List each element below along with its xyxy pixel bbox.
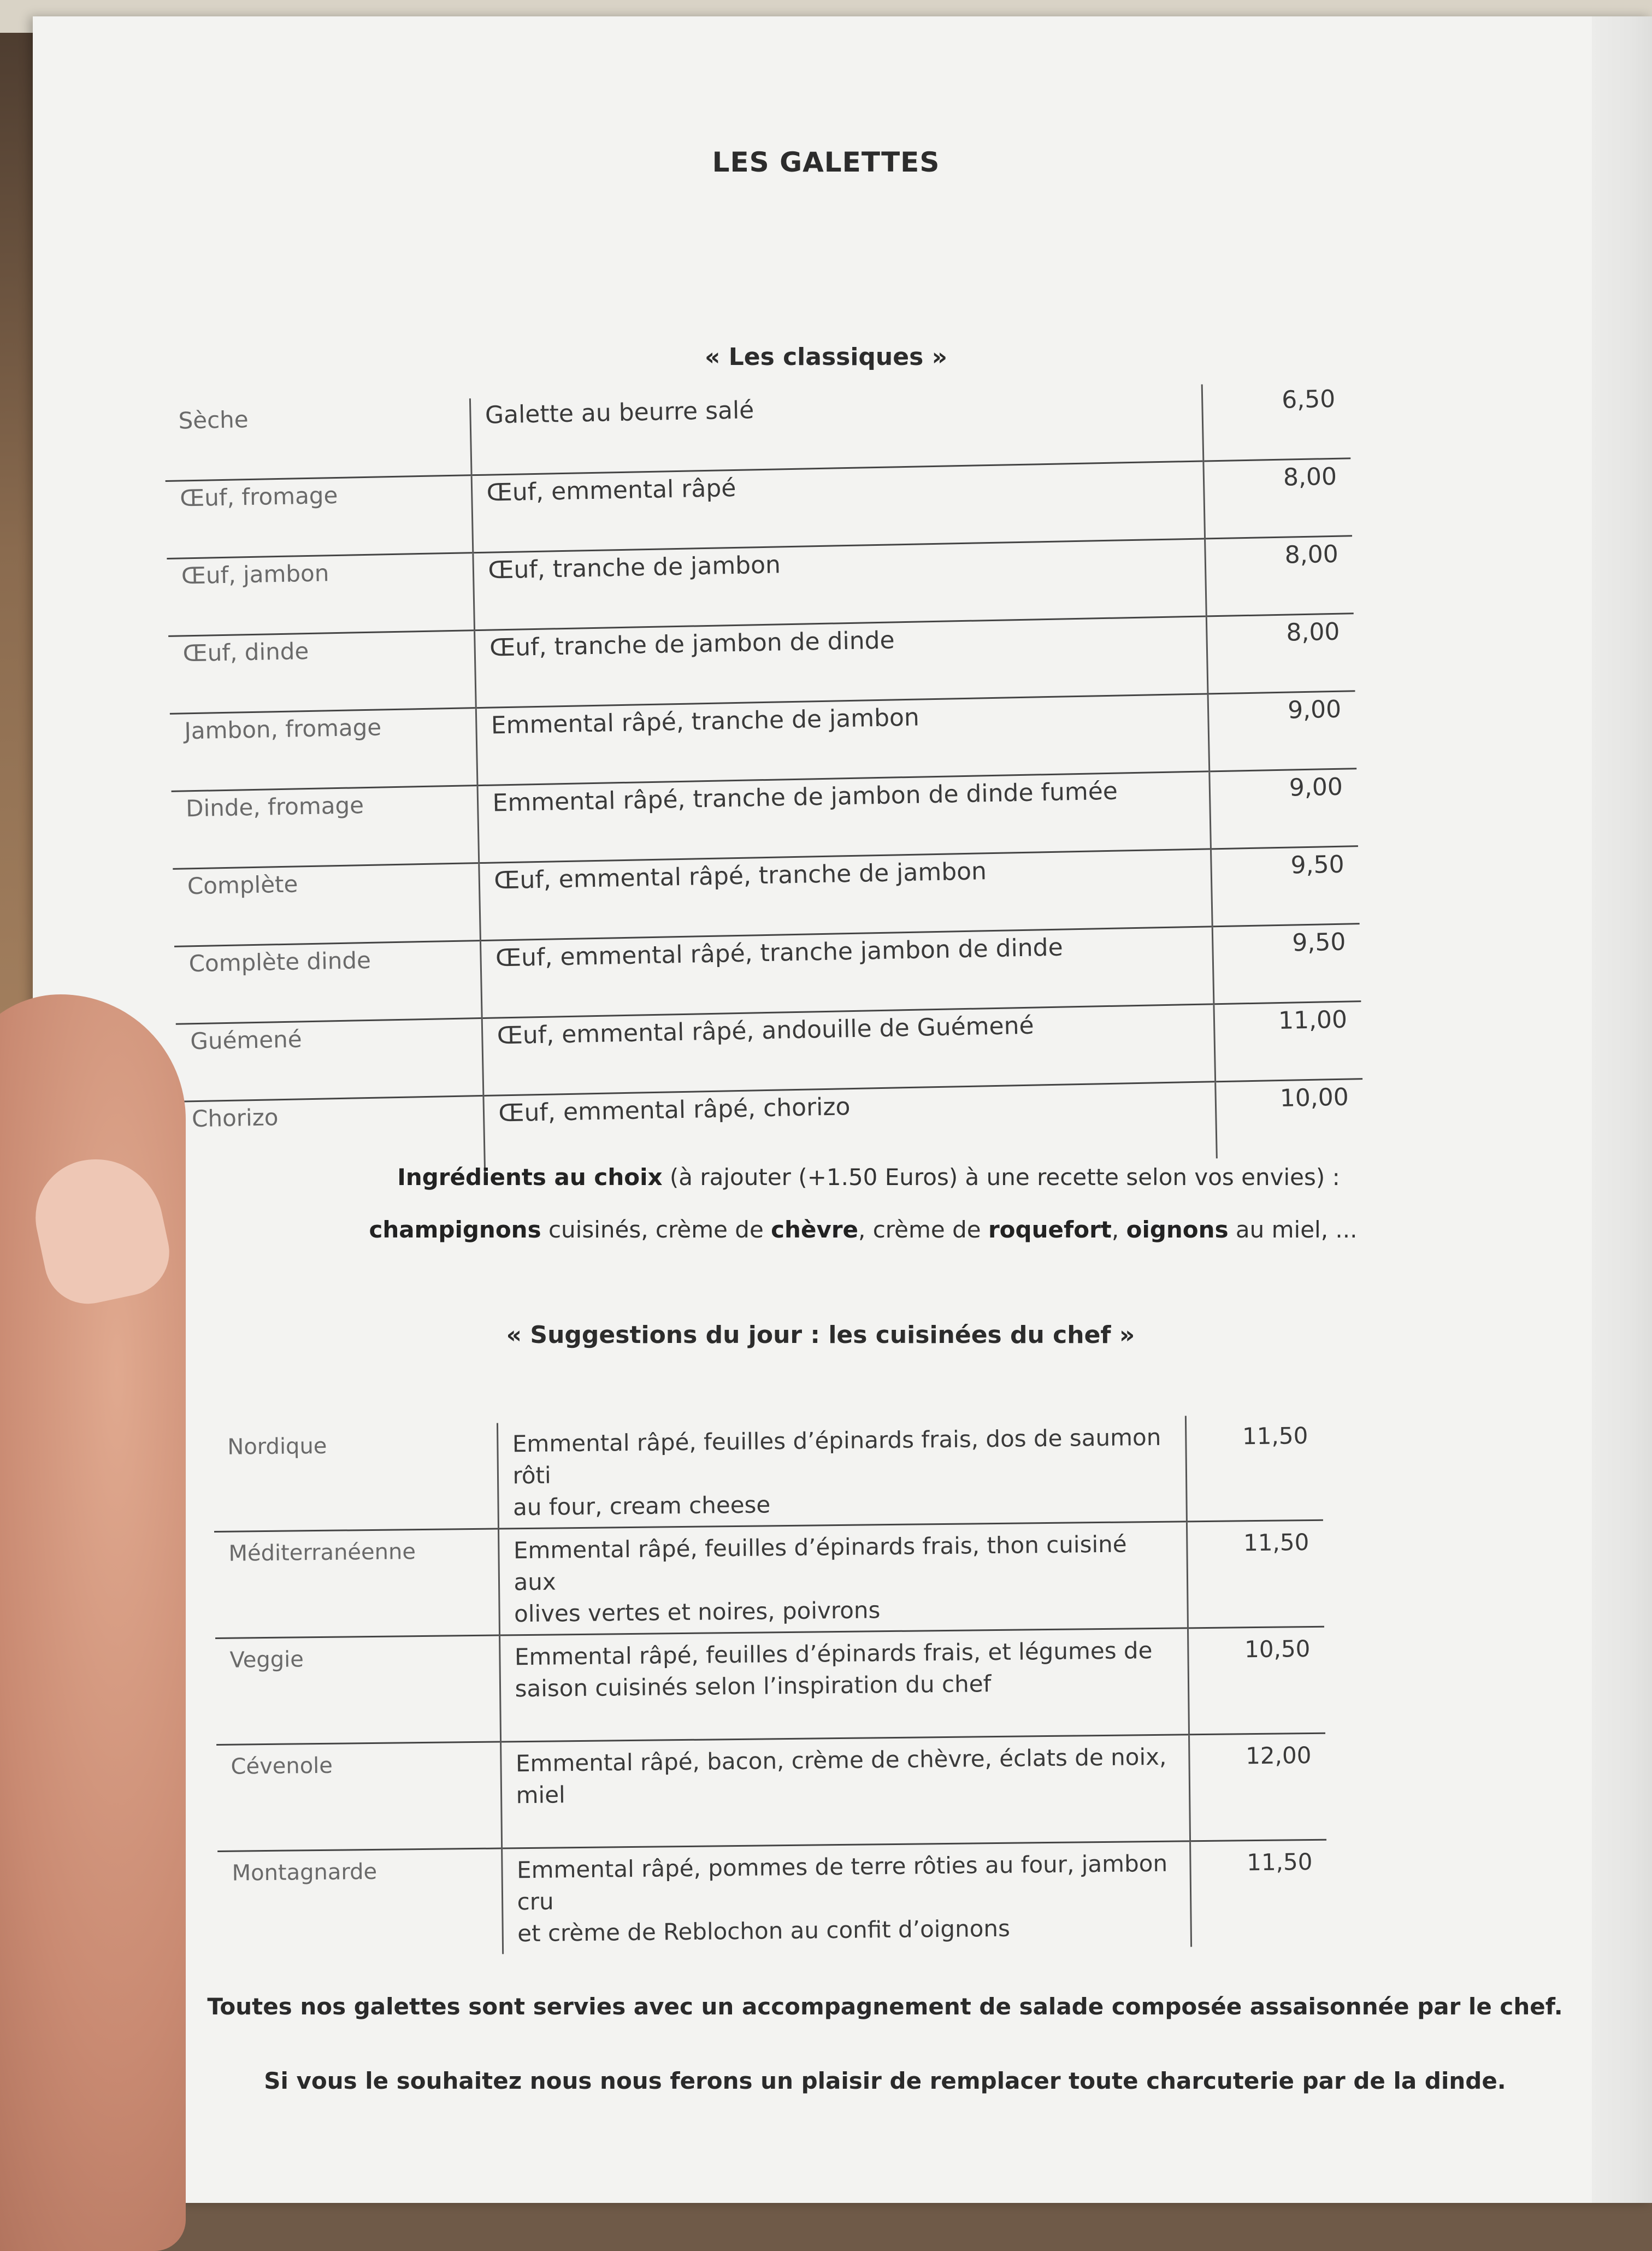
description-line: Emmental râpé, feuilles d’épinards frais, dos de saumon rôti bbox=[512, 1423, 1161, 1489]
suggestions-title: « Suggestions du jour : les cuisinées du chef » bbox=[506, 1321, 1135, 1349]
ingredient-separator: , bbox=[1111, 1216, 1126, 1243]
galette-description bbox=[500, 1735, 1190, 1848]
table-row bbox=[214, 1520, 1324, 1638]
galette-price: 10,00 bbox=[1215, 1079, 1364, 1159]
description-line: Emmental râpé, feuilles d’épinards frais, thon cuisiné aux bbox=[513, 1530, 1127, 1596]
galette-description: Emmental râpé, tranche de jambon bbox=[476, 694, 1209, 786]
galette-name: Jambon, fromage bbox=[170, 708, 477, 792]
classics-title: « Les classiques » bbox=[704, 343, 948, 371]
galette-price: 6,50 bbox=[1281, 385, 1336, 414]
ingredients-list bbox=[0, 1216, 1652, 1243]
galette-name: Guémené bbox=[176, 1018, 483, 1102]
galette-name: Veggie bbox=[215, 1635, 500, 1745]
ingredient-text: , crème de bbox=[858, 1216, 988, 1243]
galette-name: Complète dinde bbox=[174, 941, 482, 1024]
galette-price: 9,50 bbox=[1212, 924, 1361, 1004]
table-row bbox=[213, 1415, 1323, 1532]
galette-price: 11,00 bbox=[1213, 1001, 1362, 1082]
galette-price: 12,00 bbox=[1189, 1733, 1326, 1841]
ingredient-option: champignons bbox=[369, 1216, 541, 1243]
galette-price: 11,50 bbox=[1187, 1520, 1324, 1628]
ingredients-heading: Ingrédients au choix bbox=[397, 1164, 663, 1191]
ingredients-pricing-note: (à rajouter (+1.50 Euros) à une recette selon vos envies) : bbox=[662, 1164, 1340, 1191]
galette-price: 9,50 bbox=[1211, 846, 1360, 927]
ingredients-intro bbox=[0, 1164, 1652, 1191]
galette-description: Œuf, emmental râpé, andouille de Guémené bbox=[482, 1004, 1215, 1096]
galette-name: Dinde, fromage bbox=[172, 786, 479, 869]
description-line: Emmental râpé, bacon, crème de chèvre, éclats de noix, miel bbox=[515, 1743, 1167, 1809]
galette-name: Sèche bbox=[178, 406, 249, 434]
description-line: saison cuisinés selon l’inspiration du chef bbox=[515, 1670, 992, 1702]
galette-description bbox=[502, 1841, 1191, 1954]
table-row bbox=[215, 1627, 1325, 1745]
galette-description: Œuf, tranche de jambon de dinde bbox=[474, 616, 1207, 708]
galette-name: Œuf, jambon bbox=[167, 553, 474, 637]
galette-description bbox=[499, 1628, 1189, 1742]
galette-price: 11,50 bbox=[1242, 1422, 1308, 1450]
ingredient-text: cuisinés, crème de bbox=[541, 1216, 771, 1243]
galette-name: Complète bbox=[173, 863, 480, 947]
galette-description: Œuf, emmental râpé bbox=[471, 461, 1205, 553]
galette-price: 9,00 bbox=[1208, 691, 1357, 771]
galette-description: Galette au beurre salé bbox=[470, 385, 1203, 475]
galette-price: 8,00 bbox=[1206, 614, 1355, 694]
galette-price: 11,50 bbox=[1190, 1840, 1328, 1947]
galette-name: Nordique bbox=[227, 1433, 327, 1460]
description-line: au four, cream cheese bbox=[512, 1491, 771, 1521]
ingredient-option: oignons bbox=[1126, 1216, 1229, 1243]
suggestions-table bbox=[213, 1415, 1328, 1957]
ingredient-option: roquefort bbox=[988, 1216, 1112, 1243]
turkey-substitution-note: Si vous le souhaitez nous nous ferons un plaisir de remplacer toute charcuterie par de la dinde. bbox=[264, 2067, 1506, 2094]
description-line: et crème de Reblochon au confit d’oignons bbox=[517, 1914, 1011, 1947]
galette-price: 10,50 bbox=[1188, 1627, 1325, 1735]
table-row bbox=[216, 1733, 1326, 1851]
ingredient-text: au miel, ... bbox=[1228, 1216, 1358, 1243]
galette-name: Œuf, fromage bbox=[166, 475, 473, 559]
galette-name: Méditerranéenne bbox=[214, 1529, 499, 1638]
salad-note: Toutes nos galettes sont servies avec un accompagnement de salade composée assaisonnée par le chef. bbox=[207, 1993, 1563, 2020]
galette-price: 9,00 bbox=[1209, 769, 1358, 849]
description-line: Emmental râpé, feuilles d’épinards frais, et légumes de bbox=[514, 1637, 1153, 1671]
ingredient-option: chèvre bbox=[771, 1216, 859, 1243]
galette-description: Œuf, emmental râpé, tranche de jambon bbox=[479, 849, 1212, 941]
description-line: olives vertes et noires, poivrons bbox=[514, 1596, 881, 1628]
table-row bbox=[217, 1840, 1328, 1957]
galette-description bbox=[497, 1416, 1187, 1529]
galette-description: Emmental râpé, tranche de jambon de dinde fumée bbox=[477, 771, 1210, 863]
galette-name: Œuf, dinde bbox=[168, 630, 476, 714]
page-title: LES GALETTES bbox=[712, 146, 940, 178]
galette-name: Cévenole bbox=[216, 1742, 502, 1851]
galette-price: 8,00 bbox=[1205, 536, 1354, 616]
galette-name: Chorizo bbox=[178, 1096, 485, 1178]
galette-name: Montagnarde bbox=[217, 1848, 503, 1957]
galette-description: Œuf, emmental râpé, tranche jambon de dinde bbox=[480, 927, 1213, 1018]
description-line: Emmental râpé, pommes de terre rôties au four, jambon cru bbox=[516, 1849, 1168, 1916]
galette-description bbox=[498, 1522, 1188, 1635]
galette-description: Œuf, emmental râpé, chorizo bbox=[483, 1082, 1216, 1172]
galette-description: Œuf, tranche de jambon bbox=[473, 539, 1206, 630]
classics-table bbox=[164, 381, 1364, 1178]
galette-price: 8,00 bbox=[1203, 458, 1352, 539]
